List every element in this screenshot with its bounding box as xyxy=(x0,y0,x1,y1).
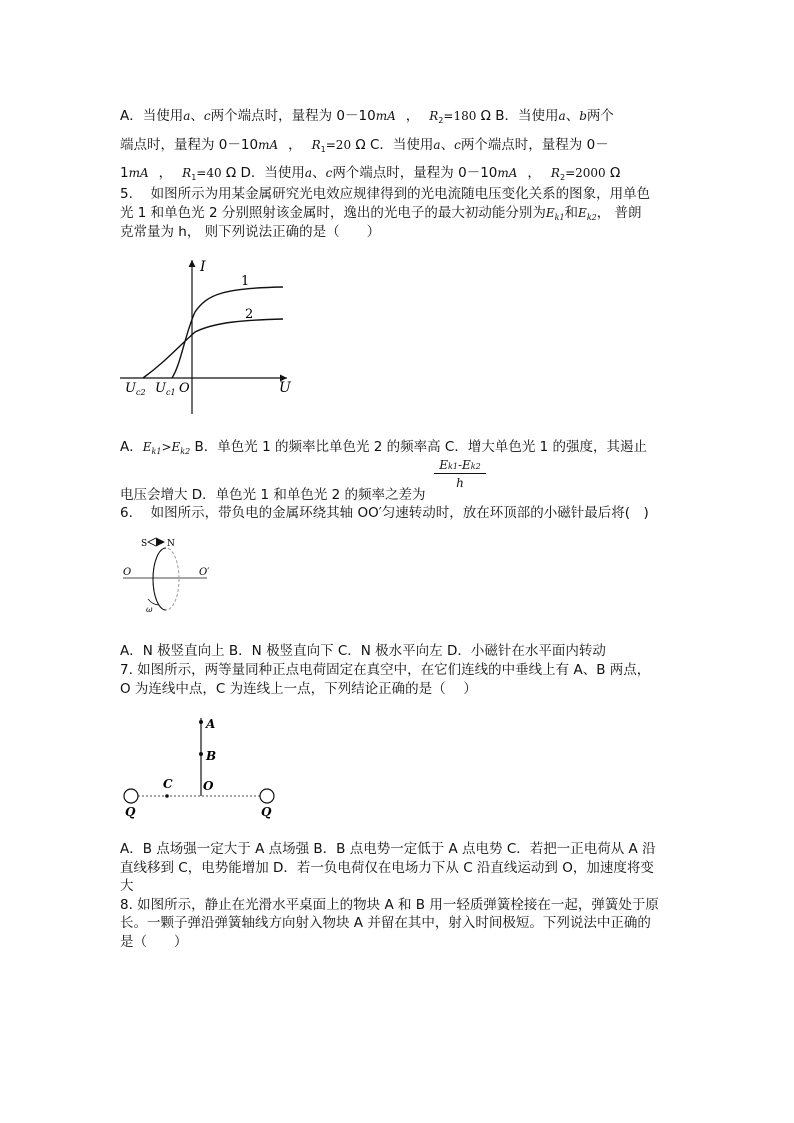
curve-1-label: 1 xyxy=(241,274,250,289)
q6-stem: 6. 如图所示，带负电的金属环绕其轴 OO′匀速转动时，放在环顶部的小磁针最后将( ) xyxy=(120,505,649,521)
axis-left-label: O xyxy=(123,567,132,578)
q5-stem-line-2: 光 1 和单色光 2 分别照射该金属时，逸出的光电子的最大初动能分别为$E_{k1}$和$E_{k2}$， 普朗 xyxy=(120,205,642,222)
q5-options-line-2: 电压会增大 D．单色光 1 和单色光 2 的频率之差为 xyxy=(120,487,426,503)
label-c: C xyxy=(163,777,173,791)
q7-options-line-3: 大 xyxy=(120,878,134,894)
metal-ring-front xyxy=(153,548,166,610)
q7-stem-line-2: O 为连线中点，C 为连线上一点，下列结论正确的是（ ） xyxy=(120,681,477,697)
curve-2 xyxy=(143,319,283,378)
label-q-left: Q xyxy=(125,805,136,819)
frequency-difference-fraction: $\frac{Ek1-Ek2}{h}$ xyxy=(434,458,486,490)
curve-1 xyxy=(172,287,283,378)
label-o: O xyxy=(203,779,214,793)
north-pole-label: N xyxy=(167,539,175,549)
point-charges-figure xyxy=(115,710,285,820)
q8-stem-line-3: 是（ ） xyxy=(120,934,188,950)
q4-options-line-1: A．当使用a、c两个端点时，量程为 0－10mA ， $R_2=180$ Ω B．当使用a、b两个 xyxy=(120,108,614,125)
label-b: B xyxy=(206,749,217,763)
omega-label: ω xyxy=(146,605,153,614)
point-a xyxy=(199,720,203,724)
axis-right-label: O′ xyxy=(199,567,210,578)
origin-label: O xyxy=(179,381,190,396)
q5-stem-line-1: 5. 如图所示为用某金属研究光电效应规律得到的光电流随电压变化关系的图象，用单色 xyxy=(120,186,651,202)
q6-options: A．N 极竖直向上 B．N 极竖直向下 C．N 极水平向左 D．小磁针在水平面内转动 xyxy=(120,643,606,659)
q7-options-line-2: 直线移到 C，电势能增加 D．若一负电荷仅在电场力下从 C 沿直线运动到 O，加速度将变 xyxy=(120,860,654,876)
uc2-label: $U_{c2}$ xyxy=(125,381,146,397)
q5-stem-line-3: 克常量为 h， 则下列说法正确的是（ ） xyxy=(120,224,381,240)
q5-options-line-1: A．$E_{k1}>E_{k2}$ B．单色光 1 的频率比单色光 2 的频率高 C．增大单色光 1 的强度，其遏止 xyxy=(120,439,648,456)
y-axis-label: I xyxy=(200,259,206,275)
photoelectric-graph xyxy=(115,252,295,422)
charge-q-right xyxy=(260,789,274,803)
charge-q-left xyxy=(124,789,138,803)
q8-stem-line-2: 长。一颗子弹沿弹簧轴线方向射入物块 A 并留在其中，射入时间极短。下列说法中正确的 xyxy=(120,915,651,931)
south-pole-label: S xyxy=(141,539,148,549)
q7-options-line-1: A．B 点场强一定大于 A 点场强 B．B 点电势一定低于 A 点电势 C．若把一正电荷从 A 沿 xyxy=(120,841,656,857)
point-b xyxy=(199,752,203,756)
uc1-label: $U_{c1}$ xyxy=(155,381,176,397)
rotating-ring-figure xyxy=(115,535,215,615)
x-axis-label: U xyxy=(279,380,291,396)
curve-2-label: 2 xyxy=(245,307,254,322)
q8-stem-line-1: 8. 如图所示，静止在光滑水平桌面上的物块 A 和 B 用一轻质弹簧栓接在一起，弹簧处于原 xyxy=(120,897,659,913)
q4-options-line-2: 端点时，量程为 0－10mA ， $R_1=20$ Ω C．当使用a、c两个端点时，量程为 0－ xyxy=(120,137,609,154)
label-a: A xyxy=(206,717,216,731)
q4-options-line-3: 1mA ， $R_1=40$ Ω D．当使用a、c两个端点时，量程为 0－10mA ， $R_2=2000$ Ω xyxy=(120,165,621,182)
q7-stem-line-1: 7. 如图所示，两等量同种正点电荷固定在真空中，在它们连线的中垂线上有 A、B 两点， xyxy=(120,662,651,678)
label-q-right: Q xyxy=(261,805,272,819)
